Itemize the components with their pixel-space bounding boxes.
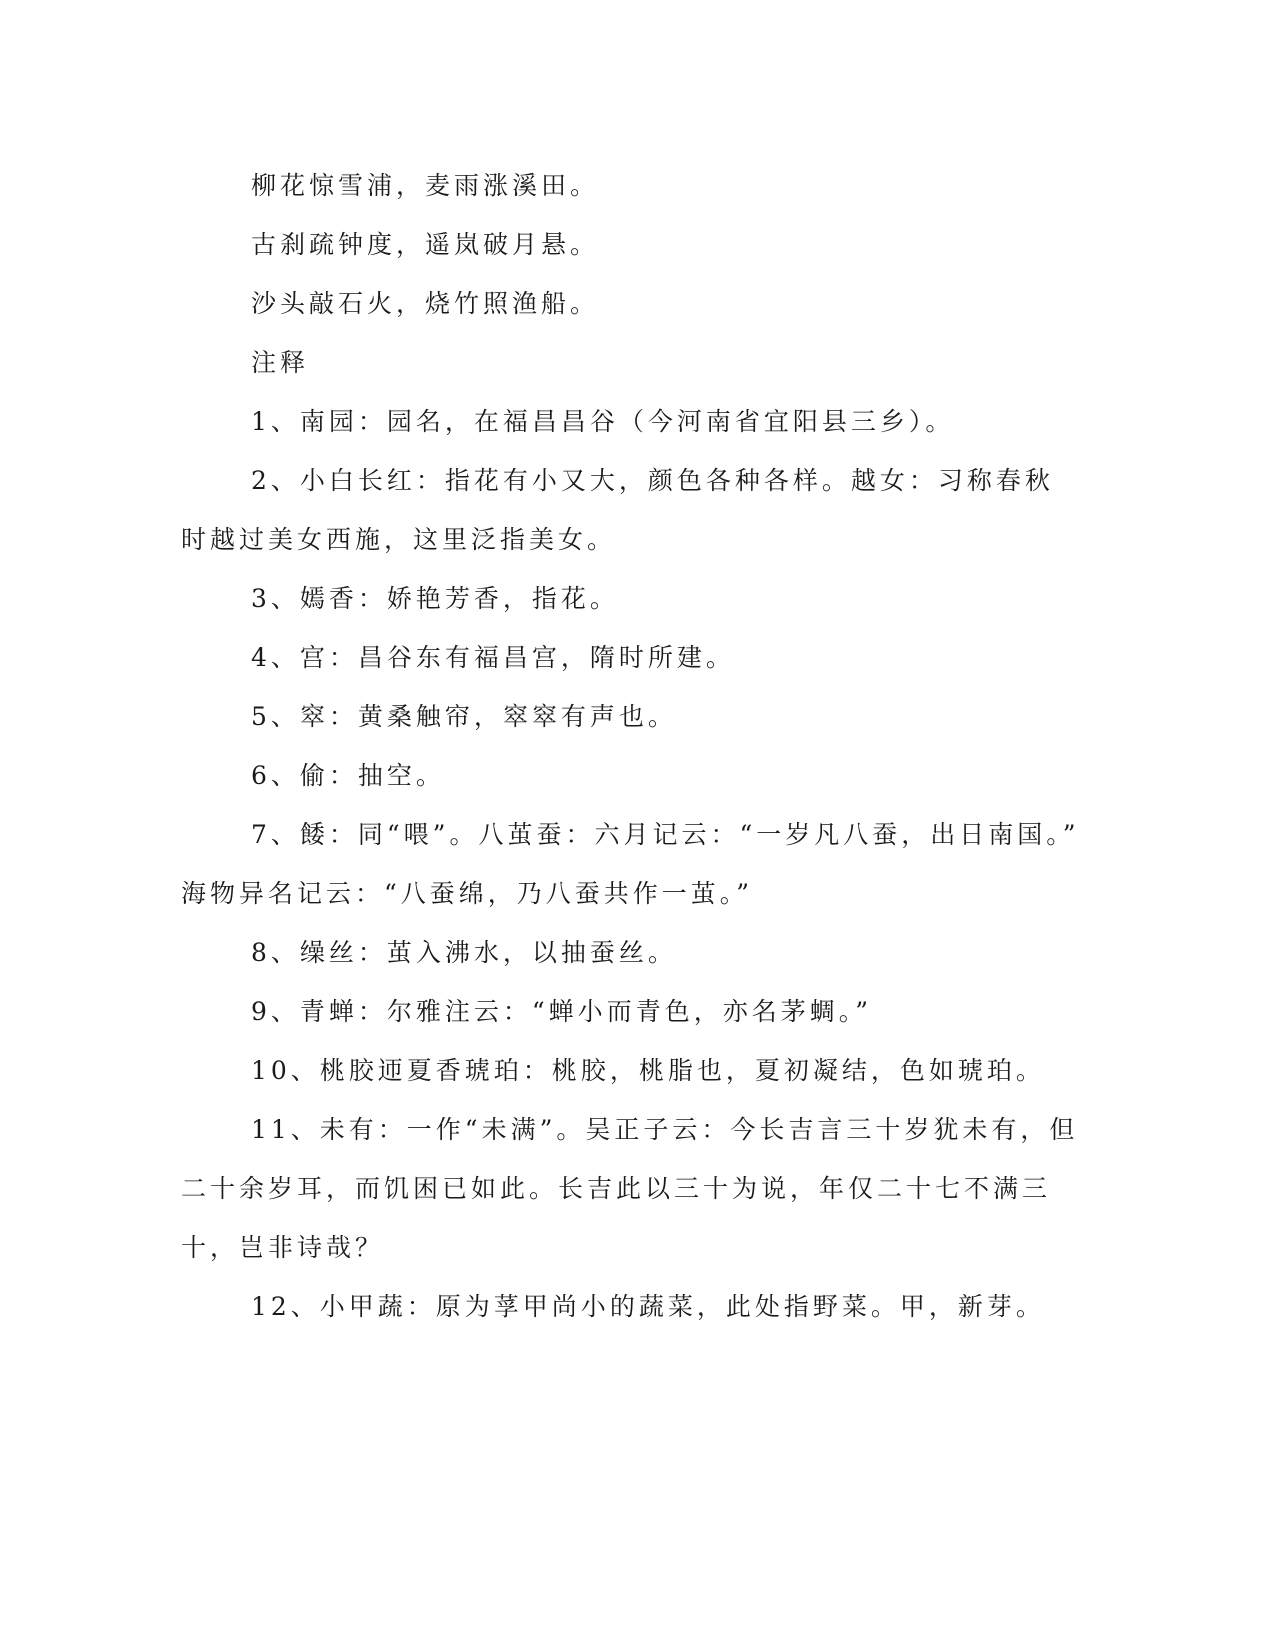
note-line: 海物异名记云：“八蚕绵，乃八蚕共作一茧。”: [181, 879, 754, 908]
poem-line: 沙头敲石火，烧竹照渔船。: [251, 289, 600, 318]
note-line: 6、偷：抽空。: [251, 761, 445, 790]
note-line: 二十余岁耳，而饥困已如此。长吉此以三十为说，年仅二十七不满三: [181, 1174, 1052, 1203]
note-line: 十，岂非诗哉？: [181, 1233, 385, 1262]
note-line: 8、缲丝：茧入沸水，以抽蚕丝。: [251, 938, 677, 967]
notes-heading: 注释: [251, 348, 310, 377]
note-line: 2、小白长红：指花有小又大，颜色各种各样。越女：习称春秋: [251, 466, 1054, 495]
note-line: 9、青蝉：尔雅注云：“蝉小而青色，亦名茅蜩。”: [251, 997, 872, 1026]
note-line: 5、窣：黄桑触帘，窣窣有声也。: [251, 702, 677, 731]
document-body: [181, 156, 1080, 1336]
note-line: 4、宫：昌谷东有福昌宫，隋时所建。: [251, 643, 735, 672]
note-line: 12、小甲蔬：原为莩甲尚小的蔬菜，此处指野菜。甲，新芽。: [251, 1292, 1045, 1321]
note-line: 10、桃胶迊夏香琥珀：桃胶，桃脂也，夏初凝结，色如琥珀。: [251, 1056, 1045, 1085]
note-line: 时越过美女西施，这里泛指美女。: [181, 525, 617, 554]
note-line: 7、餧：同“喂”。八茧蚕：六月记云：“一岁凡八蚕，出日南国。”: [251, 820, 1080, 849]
poem-line: 古刹疏钟度，遥岚破月悬。: [251, 230, 600, 259]
poem-line: 柳花惊雪浦，麦雨涨溪田。: [251, 171, 600, 200]
note-line: 3、嫣香：娇艳芳香，指花。: [251, 584, 619, 613]
note-line: 11、未有：一作“未满”。吴正子云：今长吉言三十岁犹未有，但: [251, 1115, 1079, 1144]
note-line: 1、南园：园名，在福昌昌谷（今河南省宜阳县三乡）。: [251, 407, 955, 436]
